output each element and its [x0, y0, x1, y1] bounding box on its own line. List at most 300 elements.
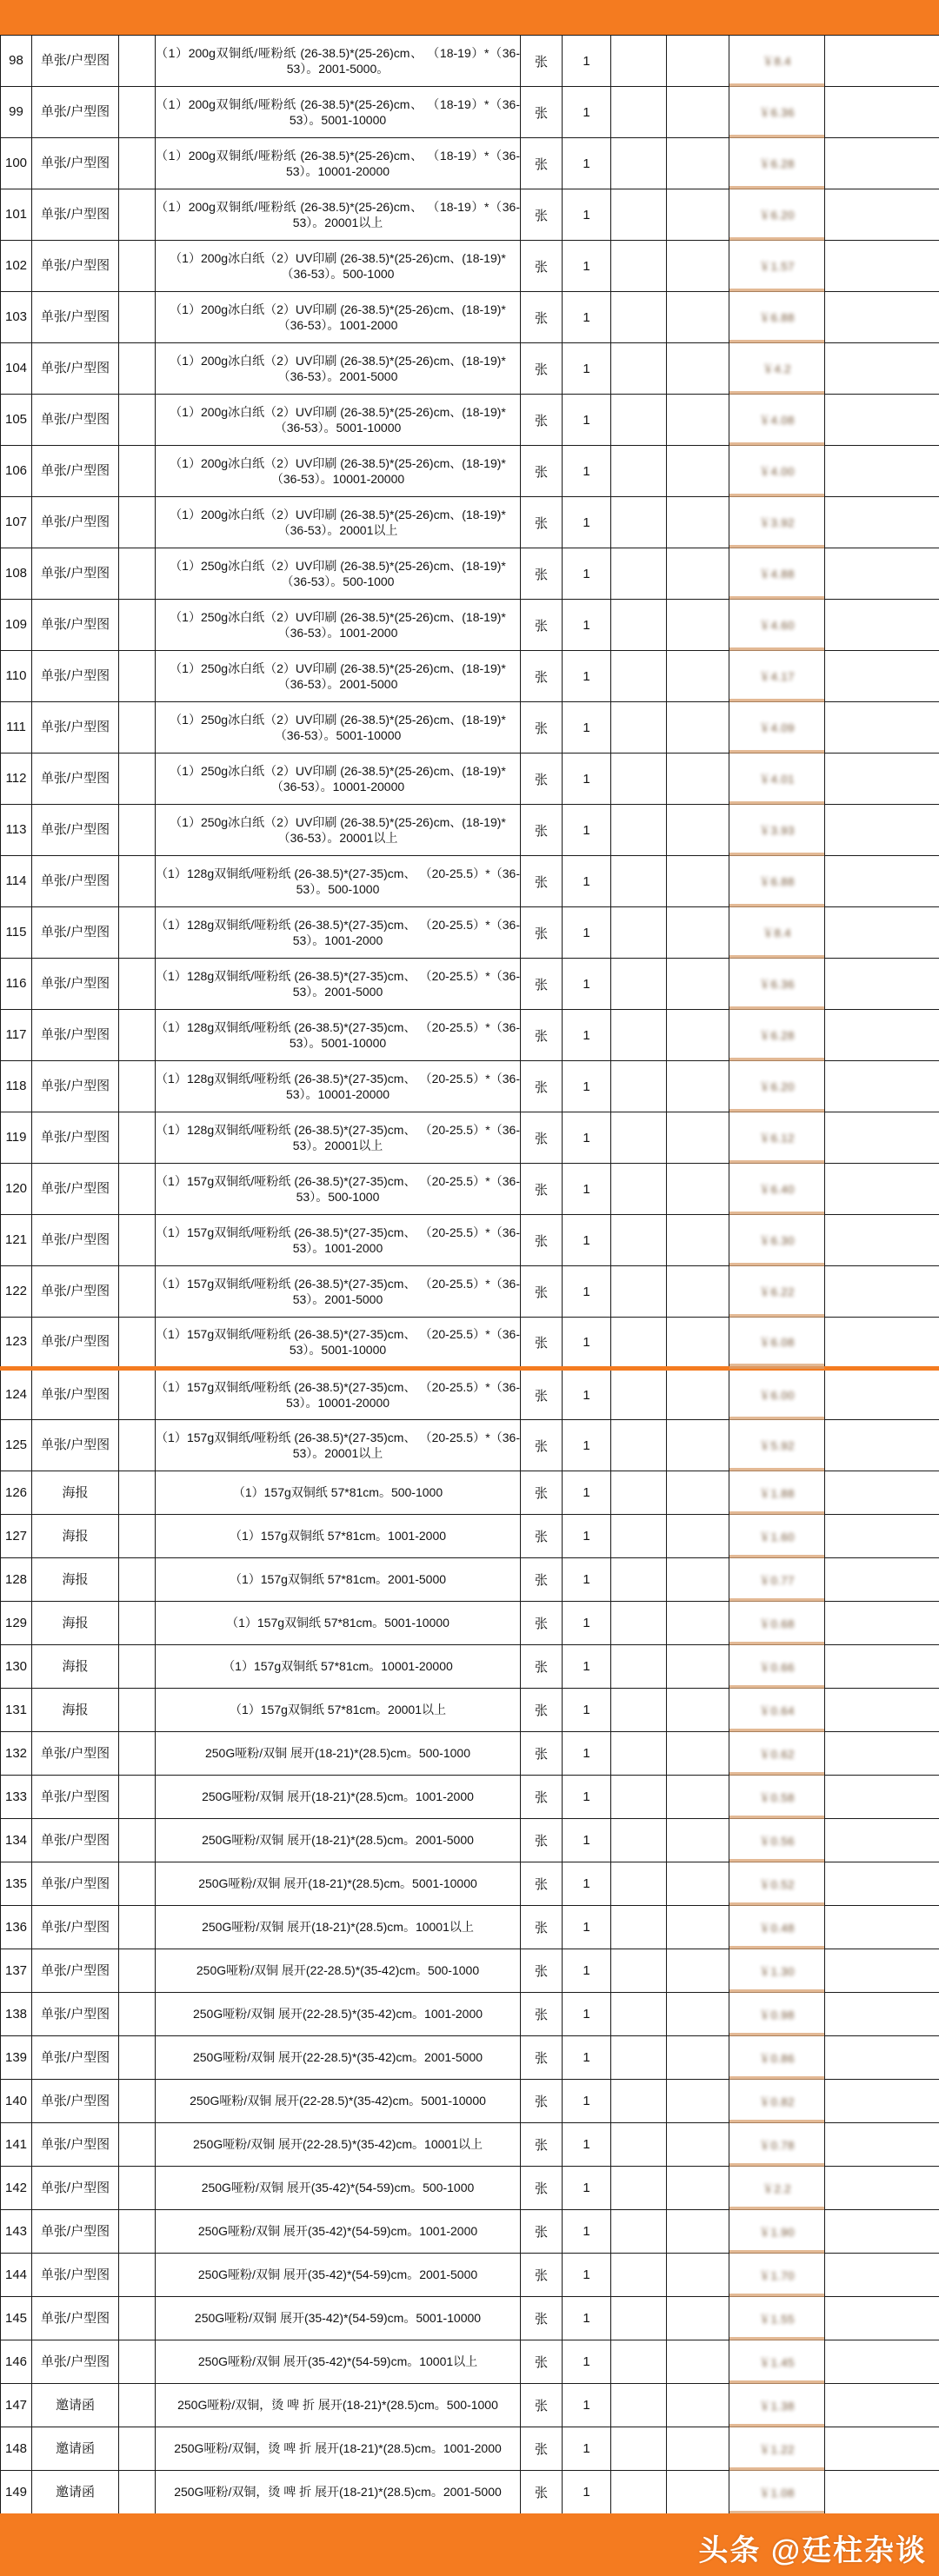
row-index-cell: 129	[1, 1602, 32, 1645]
row-unit-cell: 张	[521, 1949, 563, 1993]
row-qty-cell: 1	[563, 1515, 611, 1558]
table-row	[1, 1776, 939, 1819]
row-qty-cell: 1	[563, 1010, 611, 1061]
row-blank-cell-2	[611, 1776, 667, 1819]
table-row	[1, 2427, 939, 2471]
row-price-cell	[729, 1318, 825, 1369]
row-category-cell: 单张/户型图	[32, 2254, 119, 2297]
table-row	[1, 2254, 939, 2297]
row-index-cell: 117	[1, 1010, 32, 1061]
row-price-cell	[729, 1515, 825, 1558]
row-price-cell	[729, 856, 825, 907]
row-blank-cell-3	[667, 1689, 729, 1732]
row-qty-cell: 1	[563, 2384, 611, 2427]
row-price-value: ￥0.48	[759, 1921, 795, 1935]
row-blank-cell-2	[611, 2471, 667, 2514]
row-price-value: ￥0.98	[759, 2008, 795, 2022]
row-category-cell: 海报	[32, 1471, 119, 1515]
row-blank-cell-4	[825, 2384, 939, 2427]
row-blank-cell-1	[119, 2210, 156, 2254]
row-blank-cell-4	[825, 1215, 939, 1266]
row-blank-cell-3	[667, 1776, 729, 1819]
row-index-cell: 146	[1, 2340, 32, 2384]
row-qty-cell: 1	[563, 1602, 611, 1645]
row-price-cell	[729, 1420, 825, 1471]
row-qty-cell: 1	[563, 2427, 611, 2471]
row-blank-cell-3	[667, 36, 729, 87]
row-index-cell: 100	[1, 138, 32, 189]
row-blank-cell-1	[119, 1776, 156, 1819]
row-blank-cell-3	[667, 2080, 729, 2123]
row-category-cell: 邀请函	[32, 2384, 119, 2427]
row-spec-cell: （1）157g双铜纸/哑粉纸 (26-38.5)*(27-35)cm、 （20-25.5）*（36-53）。5001-10000	[156, 1318, 521, 1369]
row-category-cell: 单张/户型图	[32, 36, 119, 87]
row-blank-cell-1	[119, 1993, 156, 2036]
row-unit-cell: 张	[521, 87, 563, 138]
row-price-value: ￥1.70	[759, 2268, 795, 2282]
row-index-cell: 124	[1, 1369, 32, 1420]
row-category-cell: 单张/户型图	[32, 702, 119, 754]
row-unit-cell: 张	[521, 1515, 563, 1558]
row-blank-cell-4	[825, 1515, 939, 1558]
row-blank-cell-3	[667, 1112, 729, 1164]
row-index-cell: 102	[1, 241, 32, 292]
row-unit-cell: 张	[521, 2210, 563, 2254]
table-row	[1, 1318, 939, 1369]
row-blank-cell-3	[667, 343, 729, 395]
row-price-cell	[729, 1993, 825, 2036]
row-price-value: ￥1.08	[759, 2486, 795, 2500]
row-unit-cell: 张	[521, 1602, 563, 1645]
table-row	[1, 1266, 939, 1318]
row-blank-cell-2	[611, 805, 667, 856]
row-blank-cell-2	[611, 1471, 667, 1515]
row-blank-cell-3	[667, 1602, 729, 1645]
row-qty-cell: 1	[563, 395, 611, 446]
row-category-cell: 单张/户型图	[32, 1112, 119, 1164]
row-category-cell: 单张/户型图	[32, 1949, 119, 1993]
row-price-value: ￥0.56	[759, 1834, 795, 1848]
row-unit-cell: 张	[521, 856, 563, 907]
spreadsheet-area	[0, 35, 939, 2514]
row-blank-cell-2	[611, 1215, 667, 1266]
row-blank-cell-1	[119, 1558, 156, 1602]
row-qty-cell: 1	[563, 1164, 611, 1215]
row-qty-cell: 1	[563, 1862, 611, 1906]
row-spec-cell: （1）128g双铜纸/哑粉纸 (26-38.5)*(27-35)cm、 （20-25.5）*（36-53）。20001以上	[156, 1112, 521, 1164]
row-price-value: ￥4.00	[759, 465, 795, 478]
table-row	[1, 1906, 939, 1949]
row-index-cell: 118	[1, 1061, 32, 1112]
row-qty-cell: 1	[563, 1906, 611, 1949]
row-blank-cell-1	[119, 1471, 156, 1515]
row-qty-cell: 1	[563, 959, 611, 1010]
row-blank-cell-4	[825, 1602, 939, 1645]
row-qty-cell: 1	[563, 1471, 611, 1515]
row-price-value: ￥6.36	[759, 978, 795, 991]
row-blank-cell-2	[611, 138, 667, 189]
row-unit-cell: 张	[521, 754, 563, 805]
row-unit-cell: 张	[521, 1061, 563, 1112]
row-price-value: ￥6.88	[759, 875, 795, 888]
row-blank-cell-2	[611, 1732, 667, 1776]
table-row	[1, 2384, 939, 2427]
row-blank-cell-1	[119, 1645, 156, 1689]
row-blank-cell-1	[119, 1215, 156, 1266]
row-blank-cell-2	[611, 497, 667, 548]
row-index-cell: 139	[1, 2036, 32, 2080]
row-blank-cell-1	[119, 2167, 156, 2210]
row-blank-cell-2	[611, 2427, 667, 2471]
row-price-cell	[729, 1862, 825, 1906]
row-price-cell	[729, 1949, 825, 1993]
row-blank-cell-1	[119, 1949, 156, 1993]
row-price-cell	[729, 1061, 825, 1112]
table-row	[1, 189, 939, 241]
row-blank-cell-3	[667, 446, 729, 497]
row-spec-cell: 250G哑粉/双铜 展开(22-28.5)*(35-42)cm。500-1000	[156, 1949, 521, 1993]
row-price-cell	[729, 702, 825, 754]
row-unit-cell: 张	[521, 1558, 563, 1602]
row-blank-cell-4	[825, 395, 939, 446]
row-unit-cell: 张	[521, 1318, 563, 1369]
row-index-cell: 134	[1, 1819, 32, 1862]
row-blank-cell-2	[611, 2210, 667, 2254]
row-price-cell	[729, 1602, 825, 1645]
row-qty-cell: 1	[563, 651, 611, 702]
row-price-value: ￥6.28	[759, 157, 795, 170]
row-blank-cell-1	[119, 907, 156, 959]
row-blank-cell-1	[119, 1689, 156, 1732]
row-category-cell: 单张/户型图	[32, 2210, 119, 2254]
row-blank-cell-3	[667, 1164, 729, 1215]
row-unit-cell: 张	[521, 446, 563, 497]
row-blank-cell-2	[611, 2340, 667, 2384]
table-row	[1, 2167, 939, 2210]
row-index-cell: 149	[1, 2471, 32, 2514]
row-blank-cell-3	[667, 2427, 729, 2471]
row-blank-cell-4	[825, 1266, 939, 1318]
row-price-value: ￥1.30	[759, 1964, 795, 1978]
row-qty-cell: 1	[563, 36, 611, 87]
row-blank-cell-3	[667, 2254, 729, 2297]
row-price-value: ￥1.88	[759, 1486, 795, 1500]
row-blank-cell-1	[119, 2297, 156, 2340]
row-blank-cell-1	[119, 1819, 156, 1862]
row-index-cell: 120	[1, 1164, 32, 1215]
row-blank-cell-3	[667, 2210, 729, 2254]
row-category-cell: 单张/户型图	[32, 1061, 119, 1112]
table-row	[1, 805, 939, 856]
row-index-cell: 141	[1, 2123, 32, 2167]
row-category-cell: 单张/户型图	[32, 2340, 119, 2384]
row-category-cell: 海报	[32, 1515, 119, 1558]
row-blank-cell-4	[825, 2297, 939, 2340]
table-row	[1, 1471, 939, 1515]
row-blank-cell-3	[667, 2297, 729, 2340]
row-blank-cell-1	[119, 1906, 156, 1949]
row-unit-cell: 张	[521, 1819, 563, 1862]
row-unit-cell: 张	[521, 2427, 563, 2471]
row-index-cell: 145	[1, 2297, 32, 2340]
row-price-cell	[729, 754, 825, 805]
table-row	[1, 1515, 939, 1558]
row-blank-cell-2	[611, 1558, 667, 1602]
row-blank-cell-1	[119, 1515, 156, 1558]
row-price-value: ￥1.38	[759, 2399, 795, 2413]
row-price-cell	[729, 1689, 825, 1732]
row-category-cell: 海报	[32, 1558, 119, 1602]
row-blank-cell-1	[119, 1369, 156, 1420]
row-price-cell	[729, 1369, 825, 1420]
table-row	[1, 1112, 939, 1164]
row-category-cell: 单张/户型图	[32, 2167, 119, 2210]
row-category-cell: 单张/户型图	[32, 1993, 119, 2036]
row-category-cell: 单张/户型图	[32, 2036, 119, 2080]
row-spec-cell: （1）157g双铜纸 57*81cm。1001-2000	[156, 1515, 521, 1558]
row-category-cell: 单张/户型图	[32, 754, 119, 805]
table-row	[1, 87, 939, 138]
row-category-cell: 单张/户型图	[32, 1732, 119, 1776]
row-blank-cell-3	[667, 2384, 729, 2427]
row-blank-cell-2	[611, 1010, 667, 1061]
row-blank-cell-4	[825, 1558, 939, 1602]
row-blank-cell-4	[825, 1369, 939, 1420]
row-blank-cell-4	[825, 1689, 939, 1732]
row-price-value: ￥1.90	[759, 2225, 795, 2239]
row-blank-cell-3	[667, 395, 729, 446]
row-price-value: ￥0.58	[759, 1790, 795, 1804]
row-price-value: ￥4.08	[759, 414, 795, 427]
row-spec-cell: （1）200g双铜纸/哑粉纸 (26-38.5)*(25-26)cm、 （18-19）*（36-53）。10001-20000	[156, 138, 521, 189]
row-blank-cell-1	[119, 2080, 156, 2123]
row-unit-cell: 张	[521, 2080, 563, 2123]
table-row	[1, 1558, 939, 1602]
table-row	[1, 36, 939, 87]
row-blank-cell-4	[825, 805, 939, 856]
row-spec-cell: 250G哑粉/双铜 展开(22-28.5)*(35-42)cm。2001-5000	[156, 2036, 521, 2080]
table-row	[1, 1993, 939, 2036]
row-index-cell: 130	[1, 1645, 32, 1689]
table-row	[1, 1645, 939, 1689]
row-spec-cell: 250G哑粉/双铜 展开(22-28.5)*(35-42)cm。1001-2000	[156, 1993, 521, 2036]
row-blank-cell-3	[667, 2036, 729, 2080]
row-blank-cell-3	[667, 1266, 729, 1318]
row-unit-cell: 张	[521, 805, 563, 856]
row-category-cell: 单张/户型图	[32, 292, 119, 343]
row-blank-cell-4	[825, 343, 939, 395]
row-blank-cell-4	[825, 1112, 939, 1164]
row-price-value: ￥1.60	[759, 1530, 795, 1544]
row-blank-cell-2	[611, 1318, 667, 1369]
row-qty-cell: 1	[563, 1732, 611, 1776]
row-qty-cell: 1	[563, 805, 611, 856]
table-row	[1, 2210, 939, 2254]
table-row	[1, 2471, 939, 2514]
row-unit-cell: 张	[521, 1776, 563, 1819]
row-blank-cell-4	[825, 1420, 939, 1471]
row-price-value: ￥6.00	[759, 1389, 795, 1402]
row-blank-cell-3	[667, 2123, 729, 2167]
row-qty-cell: 1	[563, 1819, 611, 1862]
row-price-cell	[729, 1906, 825, 1949]
row-category-cell: 单张/户型图	[32, 343, 119, 395]
row-index-cell: 133	[1, 1776, 32, 1819]
row-spec-cell: （1）157g双铜纸/哑粉纸 (26-38.5)*(27-35)cm、 （20-25.5）*（36-53）。2001-5000	[156, 1266, 521, 1318]
row-price-value: ￥6.12	[759, 1132, 795, 1145]
row-spec-cell: （1）200g冰白纸（2）UV印刷 (26-38.5)*(25-26)cm、(18-19)*（36-53）。10001-20000	[156, 446, 521, 497]
row-blank-cell-3	[667, 1318, 729, 1369]
table-row	[1, 600, 939, 651]
row-qty-cell: 1	[563, 907, 611, 959]
row-blank-cell-1	[119, 1732, 156, 1776]
row-spec-cell: （1）250g冰白纸（2）UV印刷 (26-38.5)*(25-26)cm、(18-19)*（36-53）。10001-20000	[156, 754, 521, 805]
row-unit-cell: 张	[521, 651, 563, 702]
row-category-cell: 单张/户型图	[32, 497, 119, 548]
row-category-cell: 单张/户型图	[32, 87, 119, 138]
row-blank-cell-2	[611, 702, 667, 754]
row-spec-cell: （1）128g双铜纸/哑粉纸 (26-38.5)*(27-35)cm、 （20-25.5）*（36-53）。10001-20000	[156, 1061, 521, 1112]
row-qty-cell: 1	[563, 2254, 611, 2297]
row-index-cell: 126	[1, 1471, 32, 1515]
row-price-cell	[729, 1732, 825, 1776]
row-spec-cell: （1）157g双铜纸/哑粉纸 (26-38.5)*(27-35)cm、 （20-25.5）*（36-53）。10001-20000	[156, 1369, 521, 1420]
row-blank-cell-1	[119, 292, 156, 343]
row-index-cell: 123	[1, 1318, 32, 1369]
row-qty-cell: 1	[563, 497, 611, 548]
row-spec-cell: （1）200g冰白纸（2）UV印刷 (26-38.5)*(25-26)cm、(18-19)*（36-53）。2001-5000	[156, 343, 521, 395]
row-spec-cell: 250G哑粉/双铜 展开(22-28.5)*(35-42)cm。5001-10000	[156, 2080, 521, 2123]
table-row	[1, 1420, 939, 1471]
row-spec-cell: （1）157g双铜纸/哑粉纸 (26-38.5)*(27-35)cm、 （20-25.5）*（36-53）。20001以上	[156, 1420, 521, 1471]
row-blank-cell-4	[825, 87, 939, 138]
table-row	[1, 548, 939, 600]
table-row	[1, 2297, 939, 2340]
row-blank-cell-2	[611, 856, 667, 907]
row-category-cell: 单张/户型图	[32, 395, 119, 446]
row-blank-cell-3	[667, 1862, 729, 1906]
row-blank-cell-3	[667, 1645, 729, 1689]
row-price-cell	[729, 2080, 825, 2123]
row-blank-cell-1	[119, 548, 156, 600]
row-index-cell: 99	[1, 87, 32, 138]
row-qty-cell: 1	[563, 1993, 611, 2036]
row-index-cell: 142	[1, 2167, 32, 2210]
row-blank-cell-3	[667, 2340, 729, 2384]
row-blank-cell-2	[611, 241, 667, 292]
row-blank-cell-4	[825, 2167, 939, 2210]
row-blank-cell-3	[667, 1949, 729, 1993]
row-blank-cell-2	[611, 292, 667, 343]
row-blank-cell-2	[611, 189, 667, 241]
row-price-value: ￥0.68	[759, 1617, 795, 1630]
row-index-cell: 119	[1, 1112, 32, 1164]
row-qty-cell: 1	[563, 1112, 611, 1164]
row-category-cell: 单张/户型图	[32, 1776, 119, 1819]
row-unit-cell: 张	[521, 2254, 563, 2297]
table-row	[1, 856, 939, 907]
row-price-value: ￥3.92	[759, 516, 795, 529]
row-qty-cell: 1	[563, 1266, 611, 1318]
row-blank-cell-2	[611, 1862, 667, 1906]
row-price-cell	[729, 805, 825, 856]
row-price-value: ￥1.57	[759, 260, 795, 273]
row-price-value: ￥1.22	[759, 2442, 795, 2456]
table-row	[1, 907, 939, 959]
row-blank-cell-1	[119, 2427, 156, 2471]
row-blank-cell-2	[611, 1949, 667, 1993]
row-spec-cell: （1）128g双铜纸/哑粉纸 (26-38.5)*(27-35)cm、 （20-25.5）*（36-53）。500-1000	[156, 856, 521, 907]
row-price-value: ￥0.66	[759, 1660, 795, 1674]
row-blank-cell-4	[825, 1732, 939, 1776]
row-blank-cell-1	[119, 1602, 156, 1645]
row-qty-cell: 1	[563, 1215, 611, 1266]
row-category-cell: 单张/户型图	[32, 1215, 119, 1266]
row-blank-cell-3	[667, 1010, 729, 1061]
row-price-cell	[729, 2254, 825, 2297]
table-row	[1, 1061, 939, 1112]
row-category-cell: 单张/户型图	[32, 907, 119, 959]
row-blank-cell-4	[825, 189, 939, 241]
table-row	[1, 2123, 939, 2167]
row-index-cell: 138	[1, 1993, 32, 2036]
top-orange-band	[0, 0, 939, 35]
row-blank-cell-4	[825, 292, 939, 343]
table-row	[1, 241, 939, 292]
table-row	[1, 1949, 939, 1993]
row-price-value: ￥6.28	[759, 1029, 795, 1042]
row-blank-cell-2	[611, 395, 667, 446]
row-qty-cell: 1	[563, 2123, 611, 2167]
row-index-cell: 137	[1, 1949, 32, 1993]
row-qty-cell: 1	[563, 343, 611, 395]
table-row	[1, 1602, 939, 1645]
row-unit-cell: 张	[521, 343, 563, 395]
row-unit-cell: 张	[521, 241, 563, 292]
row-qty-cell: 1	[563, 1689, 611, 1732]
row-price-value: ￥6.88	[759, 311, 795, 324]
row-spec-cell: （1）157g双铜纸/哑粉纸 (26-38.5)*(27-35)cm、 （20-25.5）*（36-53）。1001-2000	[156, 1215, 521, 1266]
row-index-cell: 110	[1, 651, 32, 702]
row-blank-cell-1	[119, 1112, 156, 1164]
row-blank-cell-2	[611, 651, 667, 702]
row-qty-cell: 1	[563, 1558, 611, 1602]
row-category-cell: 单张/户型图	[32, 1862, 119, 1906]
row-blank-cell-1	[119, 189, 156, 241]
row-blank-cell-1	[119, 959, 156, 1010]
row-spec-cell: （1）157g双铜纸 57*81cm。500-1000	[156, 1471, 521, 1515]
row-spec-cell: （1）200g冰白纸（2）UV印刷 (26-38.5)*(25-26)cm、(18-19)*（36-53）。20001以上	[156, 497, 521, 548]
row-price-value: ￥4.60	[759, 619, 795, 632]
row-price-cell	[729, 446, 825, 497]
row-blank-cell-1	[119, 600, 156, 651]
row-blank-cell-4	[825, 2471, 939, 2514]
row-qty-cell: 1	[563, 138, 611, 189]
row-unit-cell: 张	[521, 548, 563, 600]
row-unit-cell: 张	[521, 1369, 563, 1420]
row-price-cell	[729, 1112, 825, 1164]
row-category-cell: 邀请函	[32, 2471, 119, 2514]
row-index-cell: 104	[1, 343, 32, 395]
row-price-value: ￥6.22	[759, 1285, 795, 1298]
row-index-cell: 125	[1, 1420, 32, 1471]
row-unit-cell: 张	[521, 497, 563, 548]
row-blank-cell-1	[119, 2254, 156, 2297]
row-blank-cell-4	[825, 1906, 939, 1949]
row-price-value: ￥0.86	[759, 2051, 795, 2065]
row-price-value: ￥0.52	[759, 1877, 795, 1891]
row-blank-cell-4	[825, 1061, 939, 1112]
